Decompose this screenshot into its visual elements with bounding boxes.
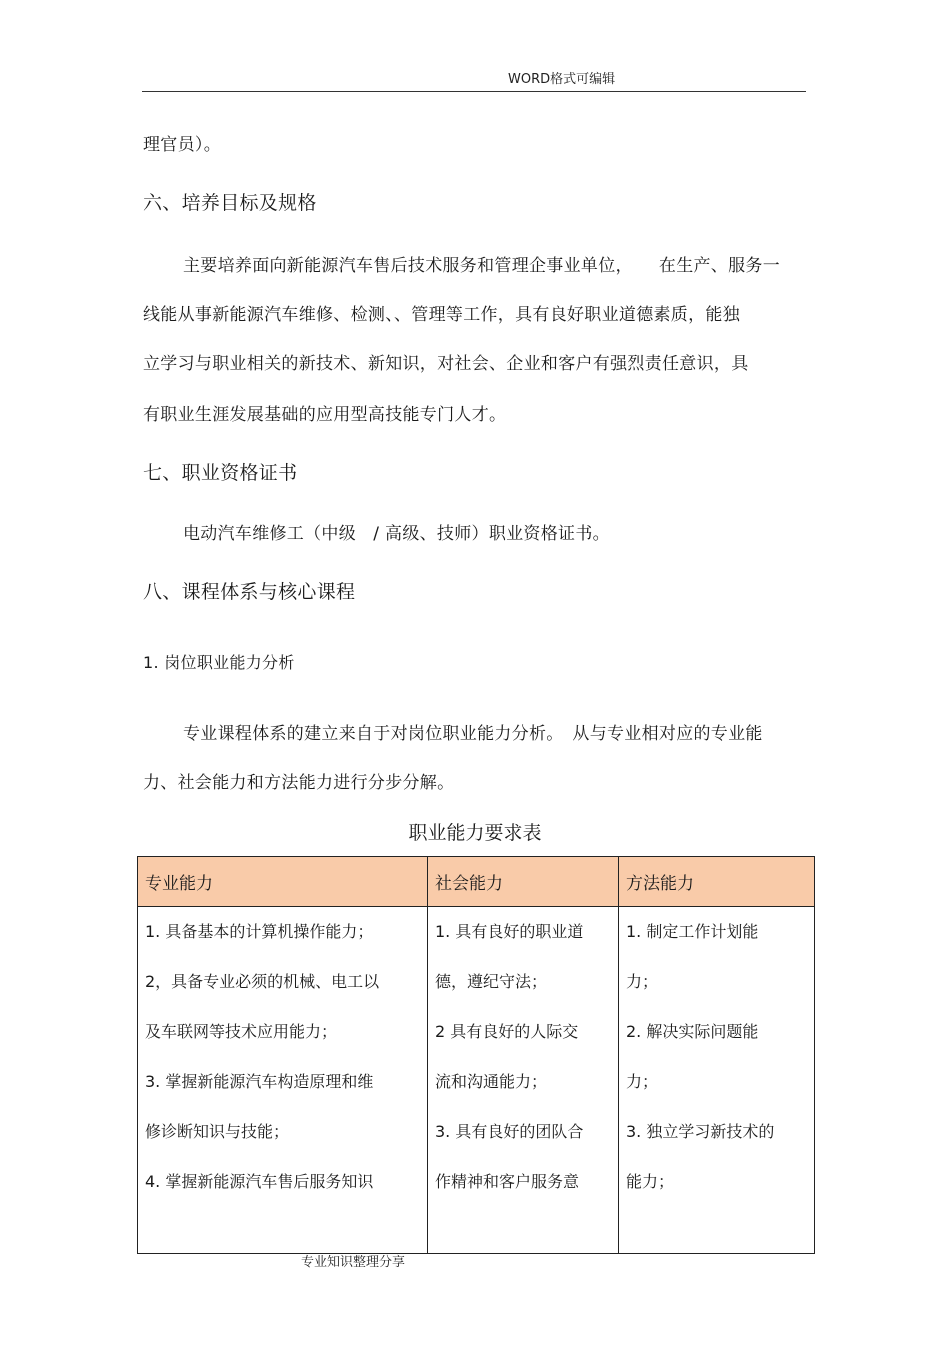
body-line: 线能从事新能源汽车维修、检测、、管理等工作，具有良好职业道德素质，能独 bbox=[143, 305, 740, 325]
body-line: 有职业生涯发展基础的应用型高技能专门人才。 bbox=[143, 405, 507, 425]
section-heading-7: 七、职业资格证书 bbox=[143, 462, 298, 484]
cell-line: 2. 解决实际问题能 bbox=[626, 1022, 759, 1041]
body-line: 立学习与职业相关的新技术、新知识，对社会、企业和客户有强烈责任意识，具 bbox=[143, 354, 749, 374]
cell-line: 修诊断知识与技能； bbox=[145, 1122, 290, 1141]
body-line: 力、社会能力和方法能力进行分步分解。 bbox=[143, 773, 455, 793]
section-heading-8: 八、课程体系与核心课程 bbox=[143, 581, 356, 603]
header-professional-ability: 专业能力 bbox=[138, 857, 428, 907]
cell-line: 力； bbox=[626, 972, 659, 991]
cell-line: 流和沟通能力； bbox=[435, 1072, 548, 1091]
cell-line: 力； bbox=[626, 1072, 659, 1091]
table-title: 职业能力要求表 bbox=[408, 822, 542, 844]
cell-social-ability bbox=[428, 907, 619, 1254]
table-row bbox=[138, 907, 815, 1254]
body-line: 理官员）。 bbox=[143, 135, 221, 155]
cell-line: 1. 制定工作计划能 bbox=[626, 922, 759, 941]
cell-line: 能力； bbox=[626, 1172, 675, 1191]
cell-line: 及车联网等技术应用能力； bbox=[145, 1022, 338, 1041]
table-header-row bbox=[138, 857, 815, 907]
cell-line: 3. 掌握新能源汽车构造原理和维 bbox=[145, 1072, 374, 1091]
cell-professional-ability bbox=[138, 907, 428, 1254]
cell-line: 3. 具有良好的团队合 bbox=[435, 1122, 584, 1141]
page-header-text: WORD格式可编辑 bbox=[508, 72, 616, 87]
cell-line: 作精神和客户服务意 bbox=[435, 1172, 580, 1191]
page-footer-text: 专业知识整理分享 bbox=[301, 1255, 406, 1270]
section-heading-6: 六、培养目标及规格 bbox=[143, 192, 317, 214]
cell-line: 德，遵纪守法； bbox=[435, 972, 548, 991]
subsection-heading: 1. 岗位职业能力分析 bbox=[143, 653, 295, 672]
cell-line: 3. 独立学习新技术的 bbox=[626, 1122, 775, 1141]
body-line: 电动汽车维修工（中级 / 高级、技师）职业资格证书。 bbox=[183, 524, 610, 544]
body-line: 专业课程体系的建立来自于对岗位职业能力分析。 从与专业相对应的专业能 bbox=[183, 724, 763, 744]
cell-line: 1. 具备基本的计算机操作能力； bbox=[145, 922, 374, 941]
header-divider bbox=[142, 91, 806, 92]
header-method-ability: 方法能力 bbox=[619, 857, 815, 907]
header-social-ability: 社会能力 bbox=[428, 857, 619, 907]
cell-line: 4. 掌握新能源汽车售后服务知识 bbox=[145, 1172, 374, 1191]
cell-line: 1. 具有良好的职业道 bbox=[435, 922, 584, 941]
cell-line: 2，具备专业必须的机械、电工以 bbox=[145, 972, 380, 991]
cell-line: 2 具有良好的人际交 bbox=[435, 1022, 579, 1041]
ability-table bbox=[137, 856, 815, 1254]
cell-method-ability bbox=[619, 907, 815, 1254]
body-line: 主要培养面向新能源汽车售后技术服务和管理企事业单位， 在生产、服务一 bbox=[183, 256, 780, 276]
